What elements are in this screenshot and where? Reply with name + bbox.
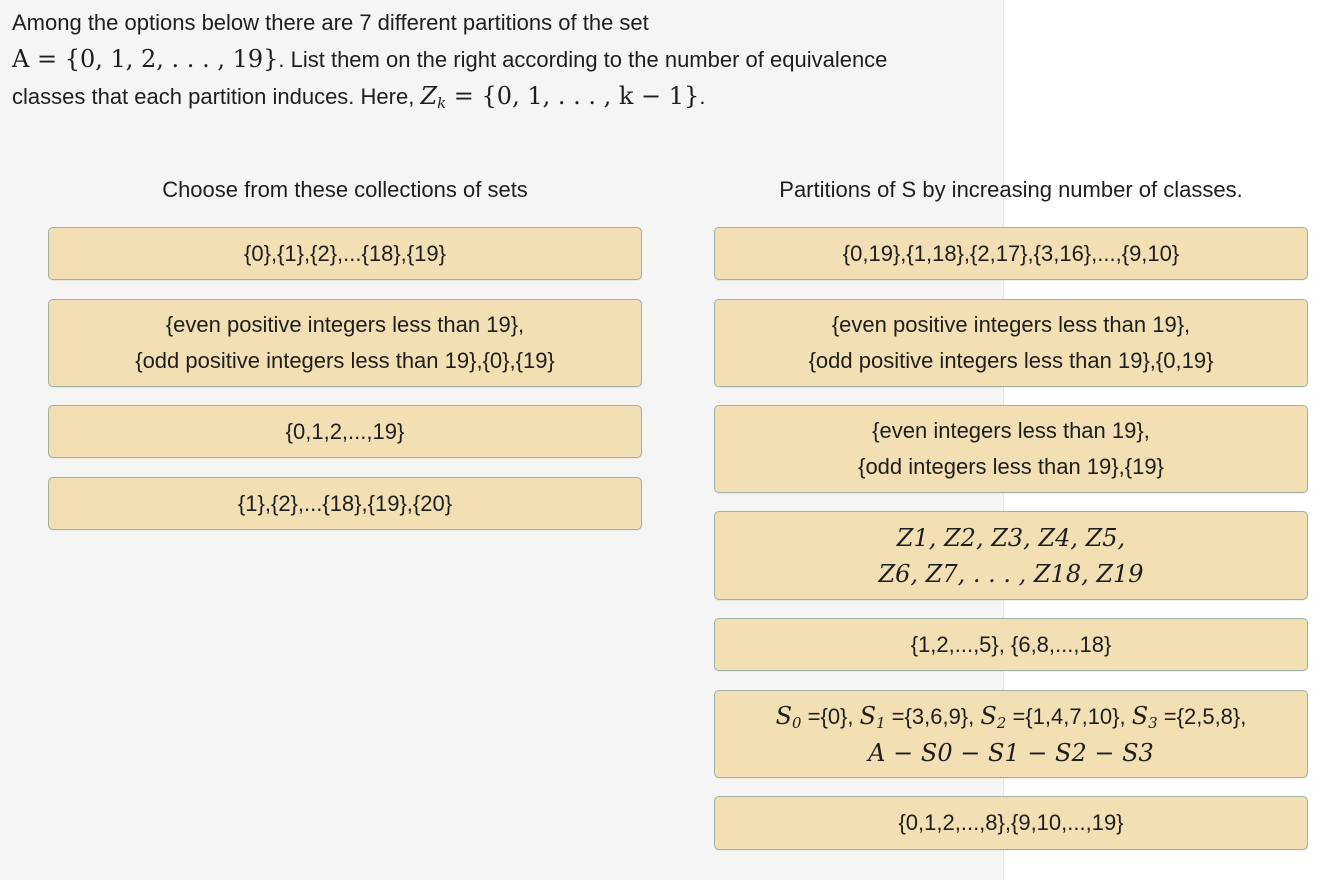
source-option-4[interactable]: {1},{2},...{18},{19},{20}	[48, 477, 642, 530]
question-prompt	[12, 5, 997, 115]
target-item-3[interactable]: {even integers less than 19}, {odd integers less than 19},{19}	[714, 405, 1308, 493]
z-sets-line-1: Z1, Z2, Z3, Z4, Z5,	[896, 523, 1126, 552]
source-option-1[interactable]: {0},{1},{2},...{18},{19}	[48, 227, 642, 280]
target-item-5[interactable]: {1,2,...,5}, {6,8,...,18}	[714, 618, 1308, 671]
target-item-2[interactable]: {even positive integers less than 19}, {odd positive integers less than 19},{0,19}	[714, 299, 1308, 387]
target-item-6[interactable]	[714, 690, 1308, 778]
set-a-definition: A = {0, 1, 2, . . . , 19}	[12, 45, 279, 73]
s-sets-line-2: A − S0 − S1 − S2 − S3	[868, 738, 1154, 767]
source-column-title: Choose from these collections of sets	[162, 177, 528, 202]
source-option-3[interactable]: {0,1,2,...,19}	[48, 405, 642, 458]
prompt-line-1: Among the options below there are 7 different partitions of the set	[12, 10, 649, 35]
source-option-2[interactable]: {even positive integers less than 19}, {odd positive integers less than 19},{0},{19}	[48, 299, 642, 387]
target-item-4[interactable]	[714, 511, 1308, 600]
prompt-line-3: classes that each partition induces. Here, $Z_k = \{0$, 1, . . . , k − 1}.	[12, 82, 706, 113]
target-item-1[interactable]: {0,19},{1,18},{2,17},{3,16},...,{9,10}	[714, 227, 1308, 280]
target-column-title: Partitions of S by increasing number of classes.	[779, 177, 1243, 202]
prompt-line-2: A = {0, 1, 2, . . . , 19}. List them on the right according to the number of equivalence	[12, 45, 888, 73]
zk-definition: $Z_k = \{0$, 1, . . . , k − 1}	[420, 82, 700, 113]
target-item-7[interactable]: {0,1,2,...,8},{9,10,...,19}	[714, 796, 1308, 850]
z-sets-line-2: Z6, Z7, . . . , Z18, Z19	[878, 559, 1144, 588]
s-sets-line-1: $S_0 =\{0\}$, $S_1 =\{3,6,9\}$, $S_2 =\{1,4,7,10\}$, $S_3 =\{2,5,8\}$,	[775, 701, 1247, 732]
